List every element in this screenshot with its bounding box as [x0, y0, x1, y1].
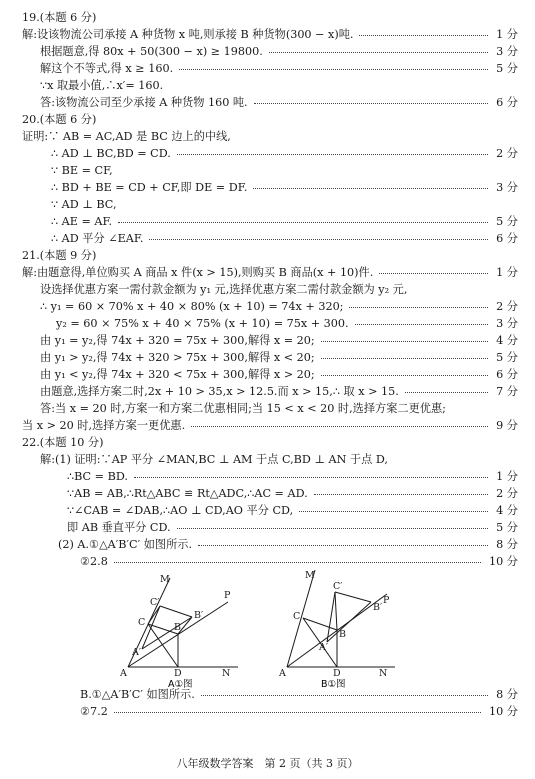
answer-line-text: 19.(本题 6 分): [22, 11, 97, 24]
figure-b-caption: B①图: [321, 679, 346, 688]
answer-line-text: 解这个不等式,得 x ≥ 160.: [40, 62, 174, 75]
leader-dots: [321, 341, 488, 342]
answer-line: [0, 146, 535, 162]
answer-line: [0, 469, 535, 485]
label-m: M: [305, 570, 315, 581]
answer-line-text: 由 y₁ > y₂,得 74x + 320 > 75x + 300,解得 x < 20;: [40, 351, 315, 364]
answer-line: [0, 112, 535, 128]
leader-dots: [134, 477, 488, 478]
answer-line: [0, 129, 535, 145]
score-points: 5 分: [496, 215, 518, 228]
leader-dots: [118, 222, 488, 223]
score-points: 8 分: [496, 688, 518, 701]
leader-dots: [379, 273, 488, 274]
answer-line: [0, 435, 535, 451]
answer-line: [0, 452, 535, 468]
answer-line-text: 由题意,选择方案二时,2x + 10 > 35,x > 12.5.而 x > 15,∴ 取 x > 15.: [40, 385, 399, 398]
figure-a-caption: A①图: [168, 679, 193, 688]
figure-b-diagram: [275, 570, 425, 688]
leader-dots: [149, 239, 488, 240]
label-a1: A′: [132, 647, 142, 658]
score-points: 2 分: [496, 487, 518, 500]
answer-line: [0, 180, 535, 196]
answer-line-text: ∵x 取最小值,∴x′= 160.: [40, 79, 164, 92]
leader-dots: [269, 52, 488, 53]
answer-line-text: 解:由题意得,单位购买 A 商品 x 件(x > 15),则购买 B 商品(x + 10)件.: [22, 266, 374, 279]
answer-line: [0, 704, 535, 720]
answer-line: [0, 248, 535, 264]
segment-c1b1: [160, 606, 192, 617]
answer-line-text: ∵ AD ⊥ BC,: [51, 198, 117, 211]
label-n: N: [222, 668, 231, 679]
answer-line-text: ∵∠CAB = ∠DAB,∴AO ⊥ CD,AO 平分 CD,: [67, 504, 294, 517]
label-d: D: [333, 668, 341, 679]
answer-line-text: 即 AB 垂直平分 CD.: [67, 521, 171, 534]
score-points: 7 分: [496, 385, 518, 398]
answer-line-text: y₂ = 60 × 75% x + 40 × 75% (x + 10) = 75x + 300.: [56, 317, 349, 330]
answer-line: [0, 197, 535, 213]
score-points: 3 分: [496, 317, 518, 330]
answer-line: [0, 163, 535, 179]
label-b: B: [339, 629, 346, 640]
leader-dots: [177, 528, 488, 529]
answer-line: [0, 537, 535, 553]
score-points: 3 分: [496, 45, 518, 58]
leader-dots: [201, 695, 488, 696]
leader-dots: [349, 307, 488, 308]
answer-line-text: 设选择优惠方案一需付款金额为 y₁ 元,选择优惠方案二需付款金额为 y₂ 元,: [40, 283, 408, 296]
answer-line-text: ∵AB = AB,∴Rt△ABC ≌ Rt△ADC,∴AC = AD.: [67, 487, 308, 500]
answer-line-text: 当 x > 20 时,选择方案一更优惠.: [22, 419, 186, 432]
label-n: N: [379, 668, 388, 679]
answer-line: [0, 554, 535, 570]
figure-a-diagram: [108, 570, 288, 688]
answer-line-text: 解:设该物流公司承接 A 种货物 x 吨,则承接 B 种货物(300 − x)吨.: [22, 28, 354, 41]
score-points: 5 分: [496, 351, 518, 364]
answer-line-text: 答:当 x = 20 时,方案一和方案二优惠相同;当 15 < x < 20 时,选择方案二更优惠;: [40, 402, 446, 415]
answer-line: [0, 333, 535, 349]
label-b1: B′: [373, 602, 383, 613]
label-c1: C′: [333, 581, 343, 592]
answer-line-text: 22.(本题 10 分): [22, 436, 104, 449]
score-points: 5 分: [496, 521, 518, 534]
leader-dots: [177, 154, 488, 155]
score-points: 1 分: [496, 470, 518, 483]
answer-line: [0, 384, 535, 400]
answer-line-text: 解:(1) 证明:∵AP 平分 ∠MAN,BC ⊥ AM 于点 C,BD ⊥ AN 于点 D,: [40, 453, 388, 466]
answer-line: [0, 486, 535, 502]
score-points: 6 分: [496, 368, 518, 381]
score-points: 4 分: [496, 334, 518, 347]
answer-line: [0, 299, 535, 315]
answer-line-text: ②7.2: [80, 705, 108, 718]
segment-c1b: [335, 592, 337, 630]
answer-line: [0, 78, 535, 94]
answer-line-text: ∴ y₁ = 60 × 70% x + 40 × 80% (x + 10) = 74x + 320;: [40, 300, 344, 313]
answer-line-text: 20.(本题 6 分): [22, 113, 97, 126]
leader-dots: [191, 426, 488, 427]
answer-line: [0, 95, 535, 111]
leader-dots: [179, 69, 488, 70]
leader-dots: [355, 324, 488, 325]
answer-line-text: ∴ AD ⊥ BC,BD = CD.: [51, 147, 171, 160]
label-b: B: [174, 622, 181, 633]
answer-line-text: (2) A.①△A′B′C′ 如图所示.: [58, 538, 193, 551]
ray-am: [287, 570, 315, 667]
leader-dots: [314, 494, 488, 495]
label-p: P: [383, 595, 390, 606]
answer-line: [0, 61, 535, 77]
answer-line: [0, 520, 535, 536]
answer-line-text: ∴ AE = AF.: [51, 215, 113, 228]
answer-line: [0, 350, 535, 366]
score-points: 1 分: [496, 266, 518, 279]
leader-dots: [299, 511, 488, 512]
score-points: 6 分: [496, 232, 518, 245]
leader-dots: [114, 712, 481, 713]
answer-line: [0, 27, 535, 43]
answer-line-text: 由 y₁ = y₂,得 74x + 320 = 75x + 300,解得 x = 20;: [40, 334, 315, 347]
answer-line-text: ∴ AD 平分 ∠EAF.: [51, 232, 144, 245]
label-b1: B′: [194, 610, 204, 621]
answer-line-text: ∴ BD + BE = CD + CF,即 DE = DF.: [51, 181, 248, 194]
score-points: 5 分: [496, 62, 518, 75]
label-c: C: [293, 611, 301, 622]
leader-dots: [254, 103, 488, 104]
answer-line-text: 21.(本题 9 分): [22, 249, 97, 262]
segment-bc: [303, 618, 337, 630]
label-m: M: [160, 574, 170, 585]
answer-line-text: ②2.8: [80, 555, 108, 568]
segment-b1a1: [327, 602, 371, 642]
answer-line: [0, 282, 535, 298]
answer-line-text: 证明:∵ AB = AC,AD 是 BC 边上的中线,: [22, 130, 231, 143]
score-points: 1 分: [496, 28, 518, 41]
leader-dots: [253, 188, 488, 189]
answer-line: [0, 10, 535, 26]
answer-line: [0, 316, 535, 332]
answer-line: [0, 687, 535, 703]
score-points: 10 分: [489, 555, 518, 568]
leader-dots: [198, 545, 488, 546]
leader-dots: [321, 358, 488, 359]
answer-line-text: ∴BC = BD.: [67, 470, 128, 483]
score-points: 2 分: [496, 300, 518, 313]
answer-line: [0, 418, 535, 434]
leader-dots: [114, 562, 481, 563]
score-points: 9 分: [496, 419, 518, 432]
answer-line: [0, 214, 535, 230]
leader-dots: [321, 375, 488, 376]
score-points: 4 分: [496, 504, 518, 517]
label-d: D: [174, 668, 182, 679]
score-points: 2 分: [496, 147, 518, 160]
label-a: A: [120, 668, 127, 679]
answer-line: [0, 265, 535, 281]
answer-line: [0, 503, 535, 519]
label-a: A: [279, 668, 286, 679]
label-c: C: [138, 617, 146, 628]
leader-dots: [359, 35, 488, 36]
label-c1: C′: [150, 597, 160, 608]
answer-line: [0, 44, 535, 60]
answer-line-text: 根据题意,得 80x + 50(300 − x) ≥ 19800.: [40, 45, 263, 58]
answer-line-text: 答:该物流公司至少承接 A 种货物 160 吨.: [40, 96, 248, 109]
answer-line: [0, 367, 535, 383]
segment-c1b1: [335, 592, 371, 602]
answer-line-text: 由 y₁ < y₂,得 74x + 320 < 75x + 300,解得 x > 20;: [40, 368, 315, 381]
page-footer: 八年级数学答案 第 2 页（共 3 页）: [176, 757, 359, 770]
score-points: 8 分: [496, 538, 518, 551]
answer-line: [0, 231, 535, 247]
leader-dots: [405, 392, 488, 393]
label-p: P: [224, 590, 231, 601]
answer-line-text: ∵ BE = CF,: [51, 164, 113, 177]
score-points: 3 分: [496, 181, 518, 194]
score-points: 10 分: [489, 705, 518, 718]
label-a1: A′: [319, 642, 329, 653]
score-points: 6 分: [496, 96, 518, 109]
answer-line-text: B.①△A′B′C′ 如图所示.: [80, 688, 195, 701]
answer-line: [0, 401, 535, 417]
